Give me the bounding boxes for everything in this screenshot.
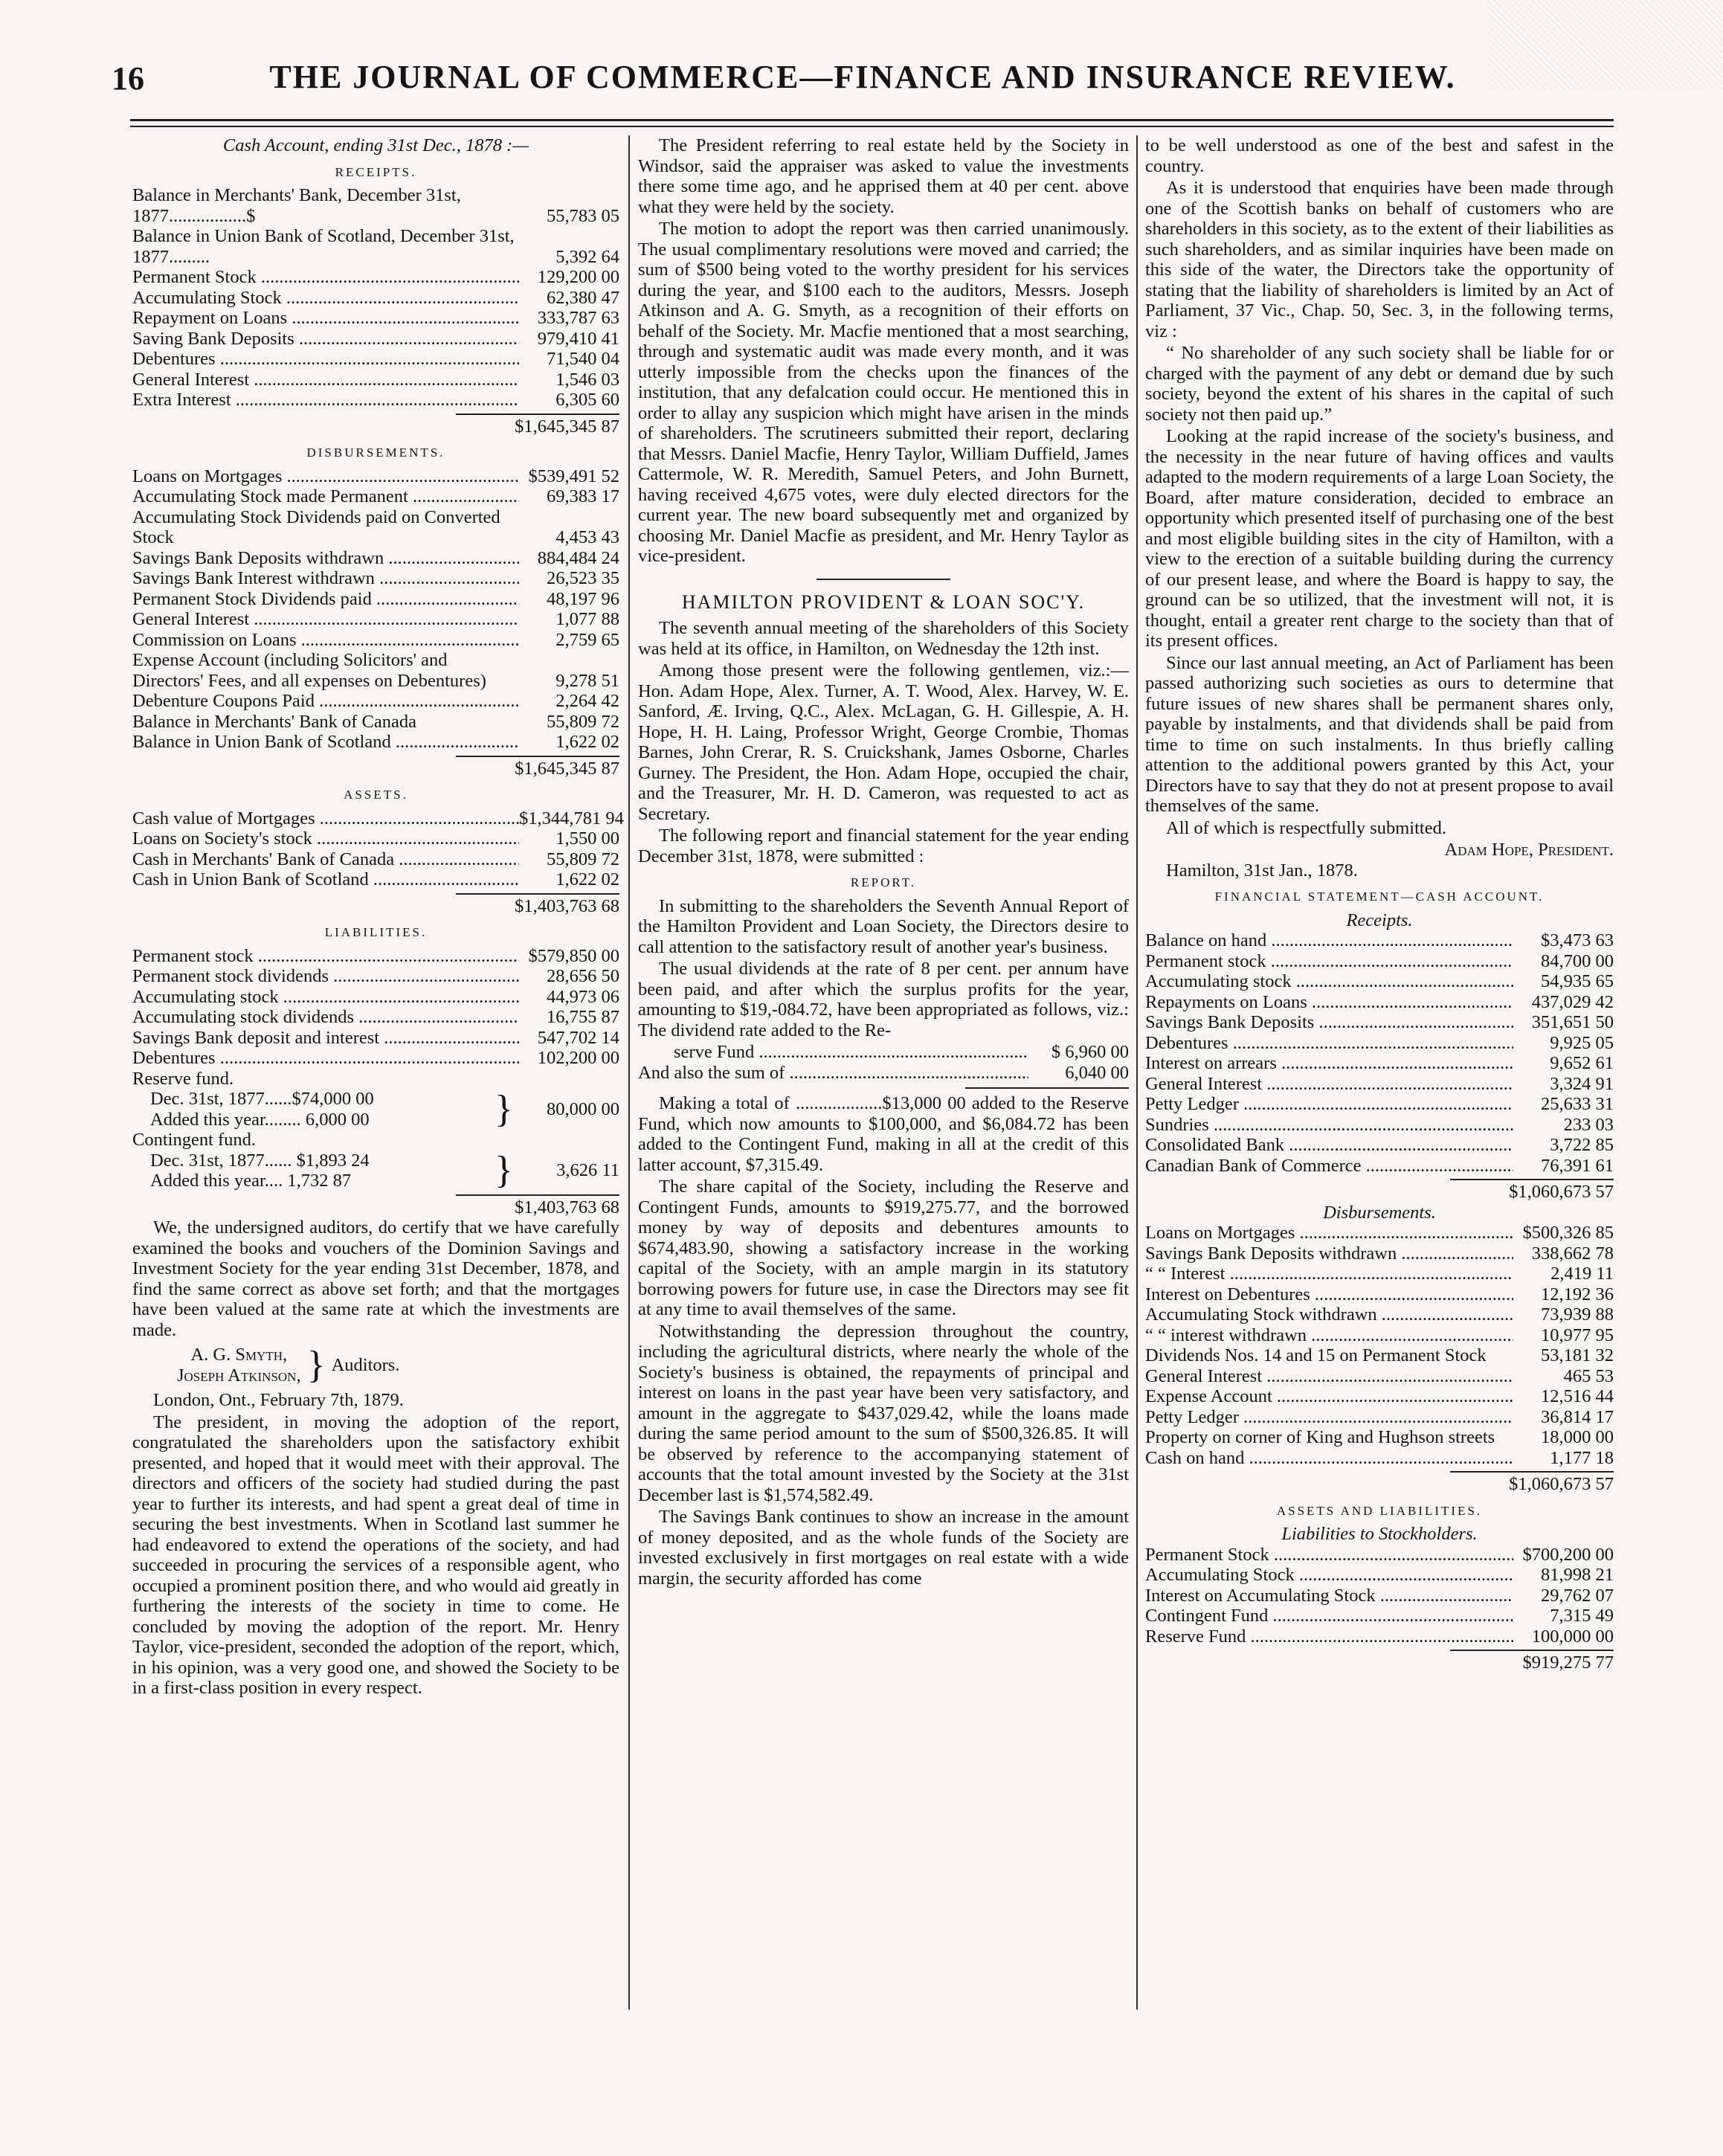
ledger-amount: 233 03 — [1563, 1114, 1614, 1135]
ledger-amount: 547,702 14 — [537, 1027, 619, 1048]
ledger-amount: 4,453 43 — [555, 527, 619, 547]
liabilities-heading: LIABILITIES. — [324, 925, 428, 939]
ledger-row — [132, 390, 619, 411]
ledger-label: Accumulating Stock made Permanent ..... — [132, 486, 519, 507]
ledger-label: Accumulating stock dividends ..... — [132, 1007, 519, 1028]
ledger-label: Loans on Mortgages ..... — [132, 466, 519, 487]
ledger-amount: 73,939 88 — [1541, 1304, 1614, 1325]
ledger-amount: 9,278 51 — [555, 670, 619, 691]
column-divider — [628, 135, 630, 2009]
ledger-amount: 1,546 03 — [555, 369, 619, 390]
ledger-row — [132, 466, 619, 487]
ledger-label: Expense Account (including Solicitors' and Directors' Fees, and all expenses on Debentures) — [132, 650, 486, 691]
ledger-row — [132, 849, 619, 870]
paragraph: Looking at the rapid increase of the society's business, and the necessity in the near future of having offices and vaults adapted to the modern requirements of a large Loan Society, the Board, after mature consideration, decided to embrace an opportunity which presented itself of purchasing one of the best and most eligible building sites in the city of Hamilton, with a view to the erection of a suitable building during the currency of our present lease, and where the Board is happy to say, the ground can be so utilized, that the investment will not, it is thought, entail a greater rent charge to the society than that of its present offices. — [1145, 426, 1614, 651]
ledger-row — [132, 226, 619, 267]
ledger-amount: 2,419 11 — [1550, 1264, 1614, 1284]
ledger-amount: 884,484 24 — [537, 547, 619, 568]
ledger-label: Cash on hand ..... — [1145, 1448, 1513, 1469]
ledger-row — [1145, 1223, 1614, 1243]
reserve-line: Dec. 31st, 1877......$74,000 00 — [150, 1089, 374, 1109]
ledger-label: Extra Interest ..... — [132, 390, 519, 411]
president-signature: Adam Hope, President. — [1444, 840, 1614, 860]
paragraph: The usual dividends at the rate of 8 per cent. per annum have been paid, and after which the surplus profits for the year, amounting to $19,-084.72, have been appropriated as follows, viz.: The dividend rate added to the Re- — [638, 959, 1129, 1040]
ledger-label: Sundries ..... — [1145, 1115, 1513, 1136]
ledger-label: Property on corner of King and Hughson streets — [1145, 1427, 1495, 1447]
ledger-amount: 12,192 36 — [1541, 1284, 1614, 1304]
ledger-row — [1145, 1156, 1614, 1177]
ledger-amount: 69,383 17 — [547, 486, 619, 506]
receipts-table — [1145, 930, 1614, 1176]
ledger-row — [1145, 1135, 1614, 1156]
paragraph: Making a total of ...................$13,000 00 added to the Reserve Fund, which now amounts to $100,000, and $6,084.72 has been added to the Contingent Fund, making in all at the credit of this latter account, $7,315.49. — [638, 1093, 1129, 1175]
reserve-fund-row — [638, 1042, 1129, 1063]
ledger-amount: 36,814 17 — [1541, 1406, 1614, 1427]
ledger-label: Loans on Mortgages ..... — [1145, 1223, 1513, 1243]
ledger-row — [1145, 1243, 1614, 1264]
ledger-row — [132, 486, 619, 507]
ledger-label: Balance in Merchants' Bank, December 31st, 1877.................$ — [132, 185, 461, 226]
ledger-amount: 12,516 44 — [1541, 1386, 1614, 1406]
ledger-row — [132, 349, 619, 370]
ledger-amount: 84,700 00 — [1541, 950, 1614, 971]
masthead — [112, 58, 1614, 110]
assets-heading: ASSETS. — [344, 788, 408, 802]
ledger-label: Debentures ..... — [1145, 1033, 1513, 1054]
ledger-label: Savings Bank Interest withdrawn ..... — [132, 568, 519, 589]
header-rule — [130, 119, 1614, 127]
ledger-label: “ “ Interest ..... — [1145, 1264, 1513, 1284]
president-remarks: The president, in moving the adoption of the report, congratulated the shareholders upon the satisfactory exhibit presented, and hoped that it would meet with their approval. The directors and officers of the society had studied during the past year to further its interests, and had spent a great deal of time in securing the best investments. When in Scotland last summer he had endeavored to extend the operations of the society, and had succeeded in procuring the services of a responsible agent, who occupied a prominent position there, and who would aid greatly in furthering the interests of the society in time to come. He concluded by moving the adoption of the report. Mr. Henry Taylor, vice-president, seconded the adoption of the report, which, in his opinion, was a very good one, and showed the Society to be in a first-class position in every respect. — [132, 1412, 619, 1698]
ledger-amount: $1,344,781 94 — [519, 808, 624, 828]
paragraph: The share capital of the Society, including the Reserve and Contingent Funds, amounts to $919,275.77, and the borrowed money by way of deposits and debentures amounts to $674,483.90, showing a satisfactory increase in the working capital of the Society, with an ample margin in its statutory borrowing powers for future use, in case the Directors may see fit at any time to avail themselves of the same. — [638, 1177, 1129, 1319]
financial-statement-heading: FINANCIAL STATEMENT—CASH ACCOUNT. — [1214, 889, 1545, 904]
ledger-label: Repayment on Loans ..... — [132, 308, 519, 329]
row-label: And also the sum of ..... — [638, 1063, 1028, 1084]
auditor-date: London, Ont., February 7th, 1879. — [153, 1390, 404, 1410]
ledger-label: Accumulating Stock ..... — [132, 288, 519, 309]
ledger-amount: 2,264 42 — [555, 691, 619, 711]
ledger-row — [1145, 1074, 1614, 1095]
ledger-amount: 16,755 87 — [547, 1007, 619, 1027]
ledger-amount: 3,722 85 — [1550, 1135, 1614, 1155]
ledger-amount: 18,000 00 — [1541, 1427, 1614, 1447]
reserve-fund-block — [132, 1089, 619, 1130]
ledger-row — [132, 1007, 619, 1028]
brace-glyph: } — [306, 1343, 326, 1386]
disbursements-table — [132, 466, 619, 753]
page-number: 16 — [112, 60, 144, 97]
ledger-row — [1145, 1094, 1614, 1115]
ledger-row — [1145, 1565, 1614, 1586]
ledger-label: Interest on arrears ..... — [1145, 1053, 1513, 1074]
paragraph: The following report and financial statement for the year ending December 31st, 1878, were submitted : — [638, 826, 1129, 866]
section-divider — [817, 579, 950, 580]
ledger-amount: 55,809 72 — [547, 849, 619, 869]
paragraph: Among those present were the following gentlemen, viz.:—Hon. Adam Hope, Alex. Turner, A. T. Wood, Alex. Harvey, W. E. Sanford, Æ. Irving, Q.C., Alex. McLagan, G. H. Gillespie, A. H. Hope, H. H. Laing, Professor Wright, George Crombie, Thomas Barnes, John Crerar, R. S. Cruickshank, James Osborne, Charles Gurney. The President, the Hon. Adam Hope, occupied the chair, and the Treasurer, Mr. H. D. Cameron, was requested to act as Secretary. — [638, 660, 1129, 824]
ledger-amount: 1,077 88 — [555, 609, 619, 629]
ledger-label: Permanent stock ..... — [132, 946, 519, 967]
ledger-row — [1145, 1304, 1614, 1325]
reserve-line: Added this year........ 6,000 00 — [150, 1109, 370, 1130]
ledger-row — [132, 650, 619, 691]
ledger-label: Commission on Loans ..... — [132, 630, 519, 651]
row-label: serve Fund ..... — [656, 1042, 1028, 1063]
cash-account-heading: Cash Account, ending 31st Dec., 1878 :— — [222, 135, 529, 155]
ledger-label: Savings Bank Deposits ..... — [1145, 1012, 1513, 1033]
auditor-role: Auditors. — [331, 1354, 400, 1375]
ledger-label: Permanent Stock Dividends paid ..... — [132, 589, 519, 610]
ledger-label: Accumulating stock ..... — [132, 987, 519, 1008]
ledger-row — [132, 966, 619, 987]
ledger-row — [1145, 951, 1614, 972]
ledger-row — [132, 828, 619, 849]
ledger-label: Debenture Coupons Paid ..... — [132, 691, 519, 712]
ledger-row — [132, 267, 619, 288]
ledger-label: Consolidated Bank ..... — [1145, 1135, 1513, 1156]
ledger-label: Permanent Stock ..... — [132, 267, 519, 288]
receipts-heading: Receipts. — [1346, 910, 1413, 930]
ledger-row — [1145, 971, 1614, 992]
column-1 — [132, 135, 624, 1700]
ledger-row — [1145, 1448, 1614, 1469]
ledger-label: Cash value of Mortgages ..... — [132, 808, 519, 829]
receipts-table — [132, 185, 619, 411]
ledger-row — [132, 808, 624, 829]
disbursements-heading: DISBURSEMENTS. — [306, 445, 445, 460]
ledger-label: General Interest ..... — [1145, 1074, 1513, 1095]
ledger-amount: 979,410 41 — [537, 328, 619, 349]
paragraph: The motion to adopt the report was then carried unanimously. The usual complimentary resolutions were moved and carried; the sum of $500 being voted to the worthy president for his services during the year, and $100 each to the auditors, Messrs. Joseph Atkinson and A. G. Smyth, as a recognition of their efforts on behalf of the Society. Mr. Macfie mentioned that a most searching, through and systematic audit was made every month, and it was utterly impossible from the checks upon the finances of the institution, that any defalcation could occur. He mentioned this in order to allay any suspicion which might have arisen in the minds of shareholders. The scrutineers submitted their report, declaring that Messrs. Daniel Macfie, Henry Taylor, William Duffield, James Cattermole, W. R. Meredith, Samuel Peters, and John Burnett, having received 4,675 votes, were duly elected directors for the current year. The new board subsequently met and organized by choosing Mr. Daniel Macfie as president, and Mr. Henry Taylor as vice-president. — [638, 219, 1129, 566]
ledger-row — [1145, 1284, 1614, 1305]
contingent-line: Added this year.... 1,732 87 — [150, 1171, 352, 1191]
ledger-amount: 333,787 63 — [537, 308, 619, 328]
ledger-label: Balance on hand ..... — [1145, 930, 1513, 951]
paragraph: Notwithstanding the depression throughout the country, including the agricultural districts, where nearly the whole of the Society's business is obtained, the repayments of principal and interest on loans in the past year have been very satisfactory, and amount in the aggregate to $437,029.42, while the loans made during the same period amount to the sum of $500,326.85. It will be observed by reference to the accompanying statement of accounts that the total amount invested by the Society at the 31st December last is $1,574,582.49. — [638, 1321, 1129, 1505]
liabilities-table — [132, 946, 619, 1069]
ledger-row — [132, 691, 619, 712]
ledger-label: Permanent stock ..... — [1145, 951, 1513, 972]
ledger-amount: 25,633 31 — [1541, 1094, 1614, 1114]
ledger-amount: 1,550 00 — [555, 828, 619, 849]
ledger-label: Repayments on Loans ..... — [1145, 992, 1513, 1013]
ledger-row — [1145, 930, 1614, 951]
ledger-label: Petty Ledger ..... — [1145, 1094, 1513, 1115]
ledger-amount: 7,315 49 — [1550, 1606, 1614, 1626]
ledger-label: Accumulating Stock ..... — [1145, 1565, 1513, 1586]
ledger-row — [1145, 1386, 1614, 1407]
ledger-amount: 54,935 65 — [1541, 971, 1614, 991]
paragraph: In submitting to the shareholders the Seventh Annual Report of the Hamilton Provident and Loan Society, the Directors desire to call attention to the satisfactory result of another year's business. — [638, 895, 1129, 957]
paragraph: Since our last annual meeting, an Act of Parliament has been passed authorizing such societies as ours to determine that future issues of new shares shall be permanent shares only, payable by instalments, and that dividends shall be paid from time to time on such instalments. In thus briefly calling attention to the additional powers granted by this Act, your Directors have to say that they do not at present propose to avail themselves of the same. — [1145, 652, 1614, 816]
ledger-label: “ “ interest withdrawn ..... — [1145, 1325, 1513, 1346]
ledger-row — [132, 869, 619, 890]
ledger-row — [132, 370, 619, 390]
paragraph: The seventh annual meeting of the shareholders of this Society was held at its office, in Hamilton, on Wednesday the 12th inst. — [638, 618, 1129, 659]
ledger-amount: 129,200 00 — [537, 267, 619, 287]
liabilities-total: $1,403,763 68 — [456, 1194, 619, 1218]
ledger-row — [1145, 1325, 1614, 1346]
ledger-row — [1145, 1264, 1614, 1284]
disbursements-total: $1,645,345 87 — [456, 756, 619, 779]
ledger-label: Interest on Accumulating Stock ..... — [1145, 1586, 1513, 1606]
ledger-amount: 437,029 42 — [1531, 991, 1614, 1012]
ledger-label: Debentures ..... — [132, 1048, 519, 1069]
ledger-label: General Interest ..... — [1145, 1366, 1513, 1387]
auditor-signatures — [177, 1345, 619, 1386]
auditor-name: Joseph Atkinson, — [177, 1365, 301, 1386]
ledger-row — [132, 589, 619, 610]
ledger-row — [1145, 1427, 1614, 1448]
ledger-amount: 1,622 02 — [555, 732, 619, 752]
liabilities-table — [1145, 1545, 1614, 1647]
reserve-fund-label: Reserve fund. — [132, 1068, 234, 1089]
paragraph: All of which is respectfully submitted. — [1166, 817, 1446, 838]
ledger-label: Debentures ..... — [132, 349, 519, 370]
ledger-row — [1145, 1606, 1614, 1626]
ledger-label: General Interest ..... — [132, 370, 519, 390]
ledger-amount: 1,622 02 — [555, 869, 619, 889]
ledger-label: Accumulating stock ..... — [1145, 971, 1513, 992]
ledger-row — [132, 630, 619, 651]
ledger-label: Expense Account ..... — [1145, 1386, 1513, 1407]
column-divider — [1136, 135, 1138, 2009]
ledger-amount: $579,850 00 — [528, 945, 619, 966]
liabilities-total: $919,275 77 — [1450, 1650, 1614, 1673]
ledger-row — [1145, 1012, 1614, 1033]
contingent-fund-label: Contingent fund. — [132, 1130, 257, 1150]
receipts-total: $1,060,673 57 — [1450, 1179, 1614, 1203]
ledger-amount: 102,200 00 — [537, 1048, 619, 1068]
paragraph: The President referring to real estate held by the Society in Windsor, said the appraiser was asked to value the investments there some time ago, and he apprised them at 40 per cent. above what they were held by the society. — [638, 135, 1129, 217]
ledger-amount: 29,762 07 — [1541, 1585, 1614, 1606]
ledger-label: Accumulating Stock withdrawn ..... — [1145, 1304, 1513, 1325]
ledger-label: Accumulating Stock Dividends paid on Converted Stock — [132, 506, 500, 547]
ledger-amount: 5,392 64 — [555, 246, 619, 267]
ledger-row — [132, 1048, 619, 1069]
report-heading: REPORT. — [850, 875, 917, 889]
contingent-fund-block — [132, 1151, 619, 1191]
ledger-amount: 53,181 32 — [1541, 1345, 1614, 1365]
paragraph: to be well understood as one of the best and safest in the country. — [1145, 135, 1614, 176]
ledger-amount: 71,540 04 — [547, 349, 619, 369]
ledger-label: Cash in Union Bank of Scotland ..... — [132, 869, 519, 890]
liabilities-heading: Liabilities to Stockholders. — [1281, 1524, 1478, 1544]
ledger-row — [1145, 1407, 1614, 1428]
ledger-row — [132, 609, 619, 630]
ledger-label: Permanent stock dividends ..... — [132, 966, 519, 987]
ledger-label: Savings Bank Deposits withdrawn ..... — [1145, 1243, 1513, 1264]
ledger-amount: 76,391 61 — [1541, 1155, 1614, 1176]
ledger-amount: 1,177 18 — [1550, 1447, 1614, 1468]
assets-total: $1,403,763 68 — [456, 893, 619, 917]
disbursements-total: $1,060,673 57 — [1450, 1471, 1614, 1495]
ledger-amount: 81,998 21 — [1541, 1565, 1614, 1585]
ledger-label: Balance in Union Bank of Scotland, December 31st, 1877......... — [132, 226, 515, 267]
ledger-label: Interest on Debentures ..... — [1145, 1284, 1513, 1305]
ledger-amount: $700,200 00 — [1522, 1544, 1614, 1565]
ledger-row — [132, 987, 619, 1008]
ledger-label: Permanent Stock ..... — [1145, 1545, 1513, 1565]
reserve-amount: 80,000 00 — [547, 1098, 619, 1119]
ledger-amount: 10,977 95 — [1541, 1325, 1614, 1345]
ledger-amount: 44,973 06 — [547, 986, 619, 1007]
ledger-label: Savings Bank Deposits withdrawn ..... — [132, 548, 519, 569]
ledger-row — [1145, 1345, 1614, 1366]
ledger-amount: 48,197 96 — [547, 588, 619, 609]
ledger-row — [1145, 992, 1614, 1013]
ledger-label: Reserve Fund ..... — [1145, 1626, 1513, 1647]
receipts-total: $1,645,345 87 — [456, 413, 619, 437]
ledger-label: Saving Bank Deposits ..... — [132, 329, 519, 350]
report-date: Hamilton, 31st Jan., 1878. — [1166, 860, 1358, 881]
ledger-label: Loans on Society's stock ..... — [132, 828, 519, 849]
ledger-label: Canadian Bank of Commerce ..... — [1145, 1156, 1513, 1177]
also-sum-row — [638, 1063, 1129, 1084]
ledger-row — [132, 712, 619, 733]
ledger-row — [132, 548, 619, 569]
ledger-row — [132, 1028, 619, 1049]
brace-glyph: } — [495, 1087, 513, 1130]
ledger-label: Petty Ledger ..... — [1145, 1407, 1513, 1428]
assets-liabilities-heading: ASSETS AND LIABILITIES. — [1276, 1503, 1483, 1518]
row-amount: $ 6,960 00 — [1051, 1042, 1129, 1062]
paragraph: As it is understood that enquiries have been made through one of the Scottish banks on behalf of customers who are shareholders in this society, as to the extent of their liabilities as such shareholders, and as similar inquiries have been made on this side of the water, the Directors take the opportunity of stating that the liability of shareholders is limited by an Act of Parliament, 37 Vic., Chap. 50, Sec. 3, in the following terms, viz : — [1145, 178, 1614, 341]
ledger-row — [132, 329, 619, 350]
contingent-line: Dec. 31st, 1877...... $1,893 24 — [150, 1150, 370, 1171]
paragraph: The Savings Bank continues to show an increase in the amount of money deposited, and as the whole funds of the Society are invested exclusively in first mortgages on real estate with a wide margin, the security afforded has come — [638, 1507, 1129, 1589]
ledger-amount: 62,380 47 — [547, 287, 619, 308]
ledger-row — [132, 568, 619, 589]
ledger-row — [1145, 1626, 1614, 1647]
ledger-amount: 465 53 — [1563, 1365, 1614, 1386]
ledger-row — [132, 507, 619, 548]
disbursements-heading: Disbursements. — [1323, 1202, 1436, 1223]
ledger-row — [1145, 1586, 1614, 1606]
ledger-label: Savings Bank deposit and interest ..... — [132, 1028, 519, 1049]
ledger-amount: $3,473 63 — [1541, 930, 1614, 950]
ledger-amount: 6,305 60 — [555, 390, 619, 410]
ledger-amount: 9,925 05 — [1550, 1032, 1614, 1053]
ledger-row — [132, 288, 619, 309]
sum-rule — [965, 1087, 1129, 1089]
ledger-row — [132, 946, 619, 967]
receipts-heading: RECEIPTS. — [335, 164, 417, 179]
ledger-amount: 3,324 91 — [1550, 1073, 1614, 1094]
ledger-amount: 338,662 78 — [1531, 1243, 1614, 1264]
ledger-row — [1145, 1115, 1614, 1136]
ledger-row — [1145, 1033, 1614, 1054]
ledger-amount: 26,523 35 — [547, 568, 619, 588]
assets-table — [132, 808, 624, 890]
ledger-amount: $539,491 52 — [528, 466, 619, 486]
contingent-amount: 3,626 11 — [556, 1160, 619, 1181]
ledger-row — [132, 732, 619, 753]
auditor-name: A. G. Smyth, — [190, 1345, 288, 1365]
journal-title: THE JOURNAL OF COMMERCE—FINANCE AND INSURANCE REVIEW. — [269, 59, 1456, 95]
ledger-amount: $500,326 85 — [1522, 1223, 1614, 1243]
row-amount: 6,040 00 — [1065, 1062, 1129, 1083]
quoted-act: “ No shareholder of any such society shall be liable for or charged with the payment of any debt or demand due by such society, beyond the extent of his shares in the capital of such society not then paid up.” — [1145, 343, 1614, 425]
ledger-label: Balance in Merchants' Bank of Canada — [132, 711, 416, 732]
ledger-label: Dividends Nos. 14 and 15 on Permanent Stock — [1145, 1345, 1487, 1365]
ledger-row — [132, 308, 619, 329]
ledger-amount: 2,759 65 — [555, 629, 619, 650]
ledger-amount: 28,656 50 — [547, 966, 619, 986]
auditor-certificate: We, the undersigned auditors, do certify that we have carefully examined the books and vouchers of the Dominion Savings and Investment Society for the year ending 31st December, 1878, and find the same correct as above set forth; and that the mortgages have been valued at the same rate at which the investments are made. — [132, 1217, 619, 1340]
disbursements-table — [1145, 1223, 1614, 1468]
ledger-label: General Interest ..... — [132, 609, 519, 630]
column-2 — [638, 135, 1129, 1590]
ledger-amount: 55,809 72 — [547, 711, 619, 732]
ledger-amount: 55,783 05 — [547, 205, 619, 226]
ledger-label: Cash in Merchants' Bank of Canada ..... — [132, 849, 519, 870]
ledger-amount: 9,652 61 — [1550, 1053, 1614, 1073]
section-title: HAMILTON PROVIDENT & LOAN SOC'Y. — [681, 591, 1086, 613]
ledger-amount: 100,000 00 — [1531, 1626, 1614, 1647]
ledger-row — [1145, 1545, 1614, 1565]
ledger-amount: 351,651 50 — [1531, 1012, 1614, 1032]
brace-glyph: } — [495, 1149, 513, 1191]
column-3 — [1145, 135, 1614, 1673]
ledger-row — [1145, 1053, 1614, 1074]
ledger-label: Balance in Union Bank of Scotland ..... — [132, 732, 519, 753]
ledger-label: Contingent Fund ..... — [1145, 1606, 1513, 1626]
ledger-row — [132, 185, 619, 226]
ledger-row — [1145, 1366, 1614, 1387]
